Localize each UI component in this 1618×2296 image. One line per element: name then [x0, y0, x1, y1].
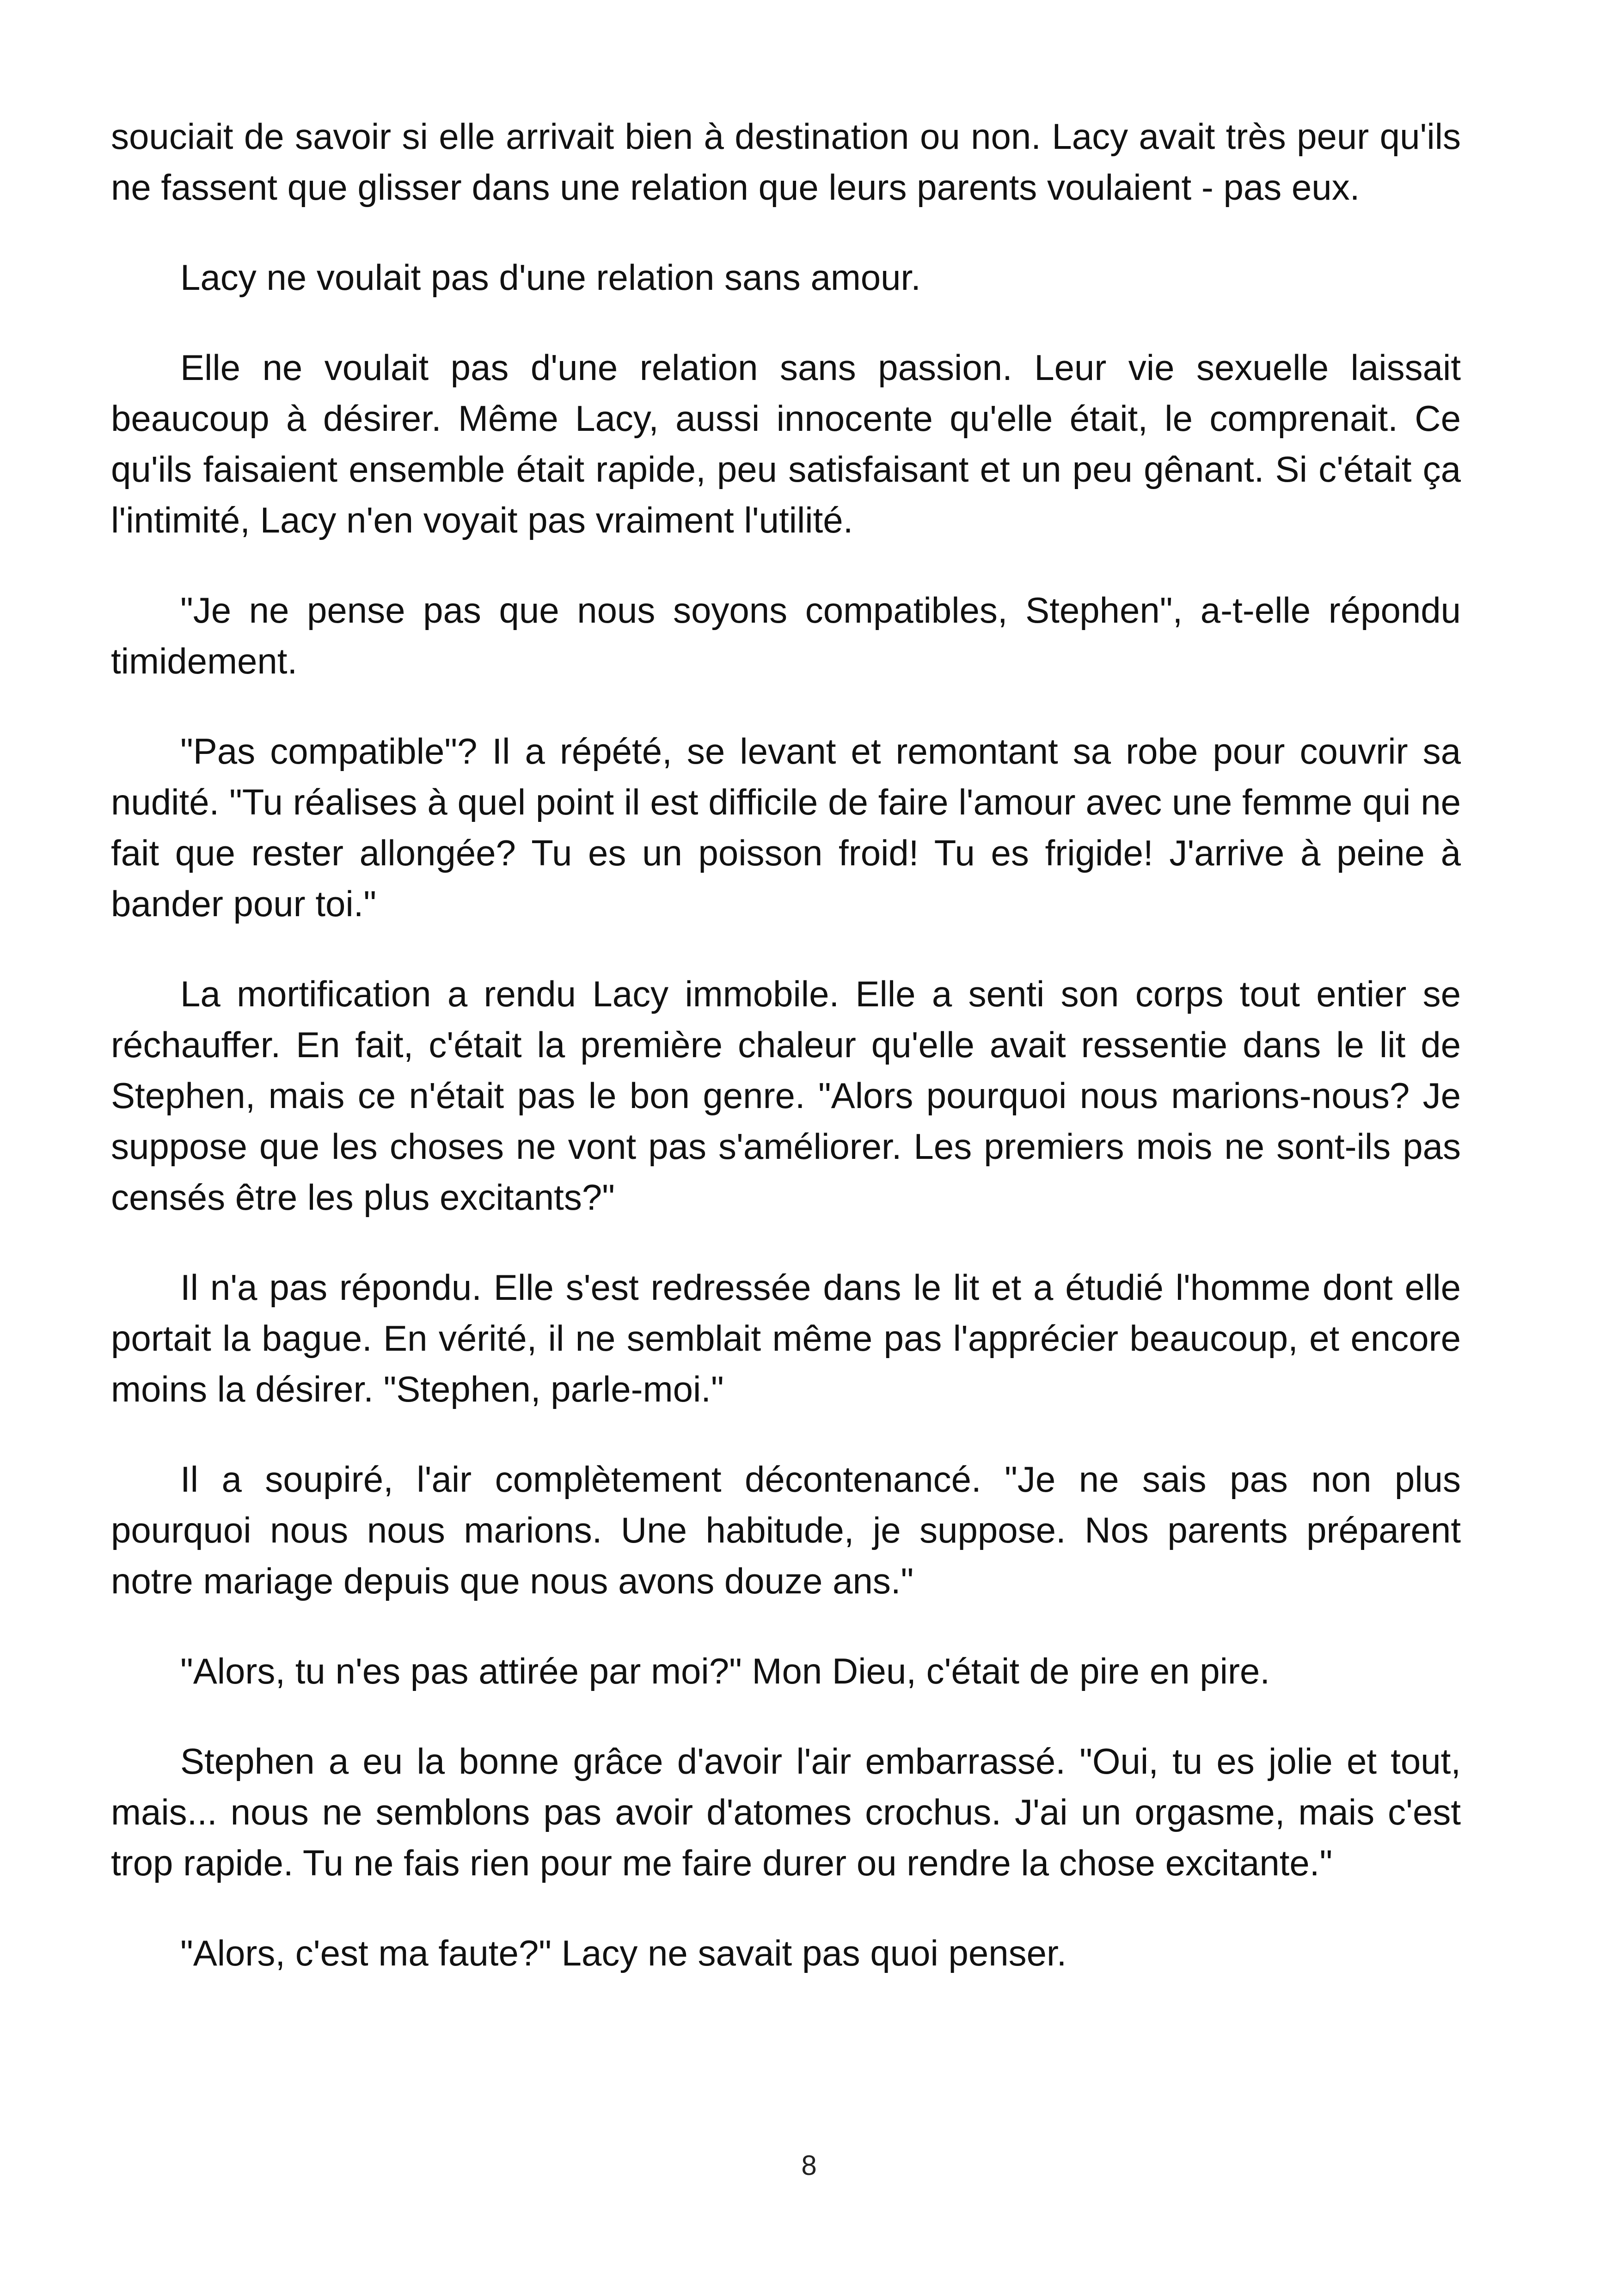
paragraph: La mortification a rendu Lacy immobile. Elle a senti son corps tout entier se réchauffer. En fait, c'était la première chaleur qu'elle avait ressentie dans le lit de Stephen, mais ce n'était pas le bon genre. "Alors pourquoi nous marions-nous? Je suppose que les choses ne vont pas s'améliorer. Les premiers mois ne sont-ils pas censés être les plus excitants?": [111, 974, 1461, 1218]
paragraph: "Je ne pense pas que nous soyons compatibles, Stephen", a-t-elle répondu timidement.: [111, 590, 1461, 681]
body-text: [111, 111, 1461, 2018]
paragraph: souciait de savoir si elle arrivait bien à destination ou non. Lacy avait très peur qu'ils ne fassent que glisser dans une relation que leurs parents voulaient - pas eux.: [111, 116, 1461, 208]
page-number: 8: [801, 2150, 817, 2181]
paragraph: "Alors, tu n'es pas attirée par moi?" Mon Dieu, c'était de pire en pire.: [180, 1651, 1270, 1691]
paragraph: Lacy ne voulait pas d'une relation sans amour.: [180, 257, 921, 298]
paragraph: "Pas compatible"? Il a répété, se levant et remontant sa robe pour couvrir sa nudité. "Tu réalises à quel point il est difficile de faire l'amour avec une femme qui ne fait que rester allongée? Tu es un poisson froid! Tu es frigide! J'arrive à peine à bander pour toi.": [111, 731, 1461, 924]
paragraph: Il a soupiré, l'air complètement décontenancé. "Je ne sais pas non plus pourquoi nous nous marions. Une habitude, je suppose. Nos parents préparent notre mariage depuis que nous avons douze ans.": [111, 1459, 1461, 1601]
paragraph: Elle ne voulait pas d'une relation sans passion. Leur vie sexuelle laissait beaucoup à désirer. Même Lacy, aussi innocente qu'elle était, le comprenait. Ce qu'ils faisaient ensemble était rapide, peu satisfaisant et un peu gênant. Si c'était ça l'intimité, Lacy n'en voyait pas vraiment l'utilité.: [111, 347, 1461, 540]
paragraph: Stephen a eu la bonne grâce d'avoir l'air embarrassé. "Oui, tu es jolie et tout, mais... nous ne semblons pas avoir d'atomes crochus. J'ai un orgasme, mais c'est trop rapide. Tu ne fais rien pour me faire durer ou rendre la chose excitante.": [111, 1741, 1461, 1883]
paragraph: Il n'a pas répondu. Elle s'est redressée dans le lit et a étudié l'homme dont elle portait la bague. En vérité, il ne semblait même pas l'apprécier beaucoup, et encore moins la désirer. "Stephen, parle-moi.": [111, 1267, 1461, 1409]
paragraph: "Alors, c'est ma faute?" Lacy ne savait pas quoi penser.: [180, 1933, 1067, 1973]
